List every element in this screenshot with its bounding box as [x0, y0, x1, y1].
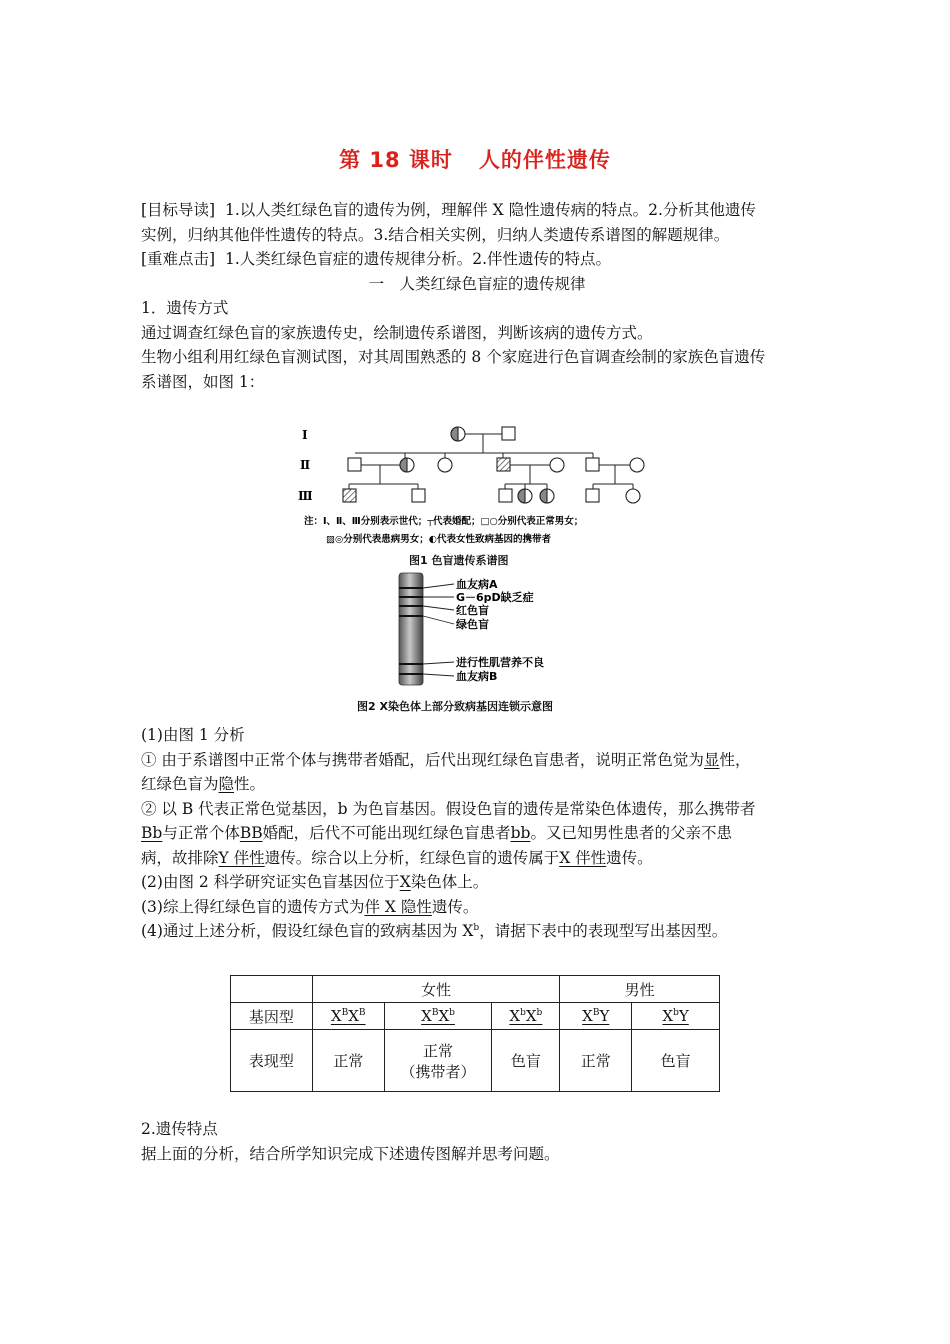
section2-block [141, 1117, 813, 1166]
q1-heading: (1)由图 1 分析 [141, 726, 245, 744]
figure1-caption: 图1 色盲遗传系谱图 [409, 554, 509, 567]
answer-y-linked: Y 伴性 [218, 848, 265, 867]
gen-label-1: Ⅰ [302, 428, 308, 442]
goal-text-2: 实例，归纳其他伴性遗传的特点。3.结合相关实例，归纳人类遗传系谱图的解题规律。 [141, 225, 730, 244]
phenotype-cell: 色盲 [492, 1030, 560, 1092]
gen-label-3: Ⅲ [298, 489, 313, 503]
q2-text-b: 染色体上。 [410, 873, 489, 891]
key-text: 1.人类红绿色盲症的遗传规律分析。2.伴性遗传的特点。 [224, 250, 612, 268]
q3-text-b: 遗传。 [431, 897, 479, 916]
chromosome-body [399, 573, 423, 685]
row-label-phenotype: 表现型 [231, 1030, 313, 1092]
q1-c2-text-b: 与正常个体 [162, 824, 240, 842]
sub1-paragraph-2-line-2: 系谱图，如图 1： [141, 372, 265, 391]
q1-c1-text-b: 性， [719, 750, 751, 769]
title-lesson-number: 第 18 课时 [339, 148, 453, 172]
sub1-heading: 1．遗传方式 [141, 299, 229, 317]
header-male: 男性 [560, 976, 720, 1003]
goal-text-1: 1.以人类红绿色盲的遗传为例，理解伴 X 隐性遗传病的特点。2.分析其他遗传 [224, 201, 756, 219]
q1-c1-text-c: 红绿色盲为 [141, 775, 219, 793]
phenotype-cell: 正常 [560, 1030, 632, 1092]
q1-c1-text: ① 由于系谱图中正常个体与携带者婚配，后代出现红绿色盲患者，说明正常色觉为 [141, 750, 704, 769]
sub1-paragraph-2-line-1: 生物小组利用红绿色盲测试图，对其周围熟悉的 8 个家庭进行色盲调查绘制的家族色盲遗传 [141, 348, 766, 366]
answer-bb-affected: bb [510, 824, 531, 842]
pedigree-note-2: ▨◎分别代表患病男女；◐代表女性致病基因的携带者 [326, 534, 552, 545]
q1-c2-text-c: 婚配，后代不可能出现红绿色盲患者 [262, 824, 511, 842]
goal-label: [目标导读] [141, 201, 216, 219]
phenotype-cell: 色盲 [632, 1030, 720, 1092]
x-chromosome-figure [390, 570, 580, 688]
gene-label-hemophilia-a: 血友病A [456, 578, 498, 591]
gene-label-hemophilia-b: 血友病B [456, 670, 498, 683]
answer-x-chromosome: X [399, 873, 411, 891]
q1-c2-text-f: 遗传。综合以上分析，红绿色盲的遗传属于 [264, 848, 560, 867]
genotype-cell: $X^bY$ [632, 1003, 720, 1030]
title-topic: 人的伴性遗传 [478, 148, 611, 172]
questions-block [141, 723, 813, 944]
gen-label-2: Ⅱ [300, 458, 311, 472]
q1-c2-text-d: 。又已知男性患者的父亲不患 [530, 824, 732, 842]
intro-block [141, 198, 813, 394]
q2-text-a: (2)由图 2 科学研究证实色盲基因位于 [141, 873, 400, 891]
answer-bb-normal: BB [239, 824, 263, 842]
q1-c2-text-g: 遗传。 [606, 848, 653, 867]
genotype-cell: $X^BX^B$ [312, 1003, 384, 1030]
q1-c2-line1: ② 以 B 代表正常色觉基因，b 为色盲基因。假设色盲的遗传是常染色体遗传，那么携带者 [141, 799, 756, 818]
gene-label-green-blind: 绿色盲 [456, 618, 489, 631]
sub2-heading: 2.遗传特点 [141, 1120, 218, 1138]
q3-text-a: (3)综上得红绿色盲的遗传方式为 [141, 897, 365, 916]
gene-label-g6pd: G－6pD缺乏症 [456, 591, 534, 604]
genotype-table [230, 975, 720, 1092]
q1-c1-text-d: 性。 [234, 775, 266, 793]
page-title [0, 144, 950, 174]
genotype-cell: $X^bX^b$ [492, 1003, 560, 1030]
row-label-genotype: 基因型 [231, 1003, 313, 1030]
genotype-cell: $X^BX^b$ [384, 1003, 492, 1030]
key-label: [重难点击] [141, 250, 216, 268]
header-female: 女性 [312, 976, 560, 1003]
answer-recessive: 隐 [218, 775, 235, 793]
gene-label-dmd: 进行性肌营养不良 [456, 656, 544, 669]
table-corner-cell [231, 976, 313, 1003]
q4-superscript: b [473, 923, 480, 933]
section1-heading: 一 人类红绿色盲症的遗传规律 [368, 274, 586, 293]
answer-bb-carrier: Bb [141, 824, 163, 842]
answer-x-linked: X 伴性 [559, 848, 607, 867]
pedigree-figure [290, 420, 660, 560]
normal-male-symbol [502, 427, 515, 440]
pedigree-note-1: 注：Ⅰ、Ⅱ、Ⅲ分别表示世代；┬代表婚配；□○分别代表正常男女； [304, 516, 584, 527]
sub1-paragraph-1: 通过调查红绿色盲的家族遗传史，绘制遗传系谱图，判断该病的遗传方式。 [141, 323, 653, 342]
figure2-caption: 图2 X染色体上部分致病基因连锁示意图 [357, 700, 553, 713]
q1-c2-text-e: 病，故排除 [141, 848, 219, 867]
answer-inheritance-mode: 伴 X 隐性 [364, 897, 432, 916]
q4-text-a: (4)通过上述分析，假设红绿色盲的致病基因为 X [141, 922, 474, 940]
genotype-cell: $X^BY$ [560, 1003, 632, 1030]
sub2-paragraph-1: 据上面的分析，结合所学知识完成下述遗传图解并思考问题。 [141, 1144, 560, 1163]
answer-dominant: 显 [703, 750, 720, 769]
phenotype-cell: 正常 [312, 1030, 384, 1092]
gene-label-red-blind: 红色盲 [456, 604, 489, 617]
phenotype-cell-carrier: 正常 （携带者） [384, 1030, 492, 1092]
affected-male-symbol [497, 458, 510, 471]
q4-text-b: ，请据下表中的表现型写出基因型。 [479, 922, 728, 940]
